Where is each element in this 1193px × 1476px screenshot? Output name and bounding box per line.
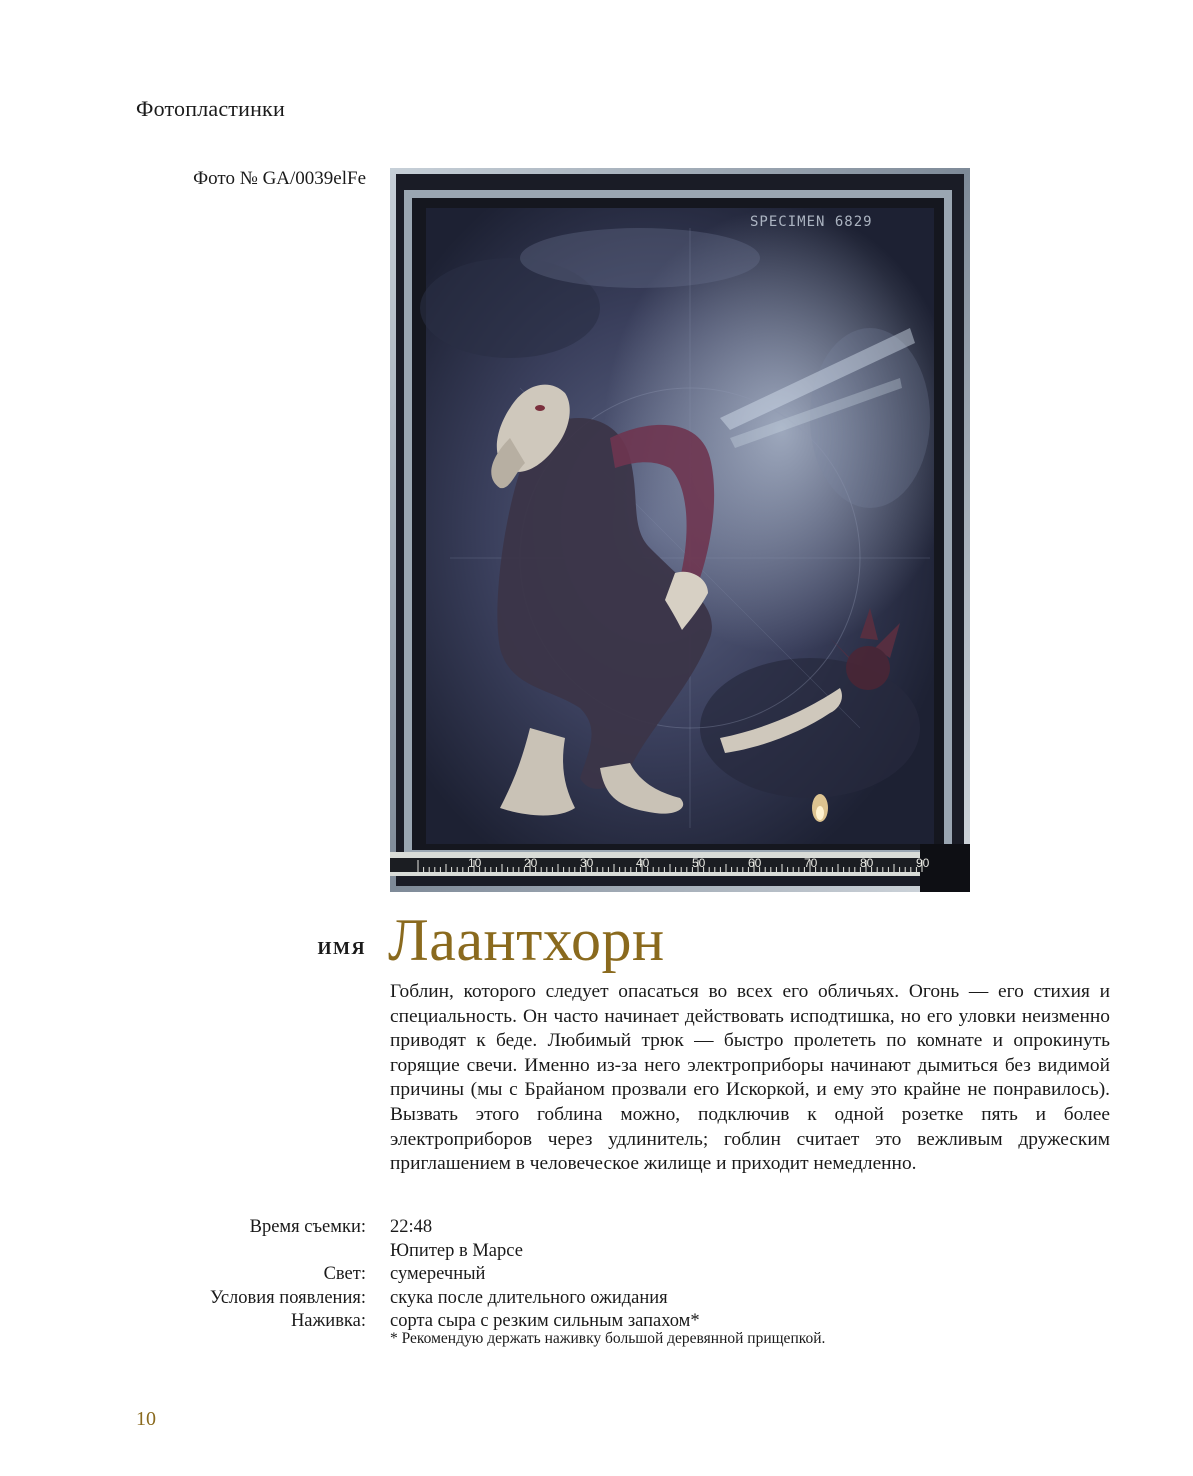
conditions-value: скука после длительного ожидания bbox=[390, 1287, 668, 1308]
page-number: 10 bbox=[136, 1408, 156, 1430]
ruler-number: 20 bbox=[524, 856, 538, 870]
creature-description: Гоблин, которого следует опасаться во всех его обличьях. Огонь — его стихия и специальность. Он часто начинает действовать исподтишка, но его уловки неизменно приводят к беде. Любимый трюк — быстро пролететь по комнате и опрокинуть горящие свечи. Именно из-за него электроприборы начинают дымиться без видимой причины (мы с Брайаном прозвали его Искоркой, и ему это крайне не понравилось). Вызвать этого гоблина можно, подключив к одной розетке пять и более электроприборов через удлинитель; гоблин считает это вежливым дружеским приглашением в человеческое жилище и приходит немедленно. bbox=[390, 981, 1110, 1175]
detail-row-light bbox=[120, 1263, 1120, 1287]
detail-row-conditions bbox=[120, 1287, 1120, 1311]
light-value: сумеречный bbox=[390, 1264, 486, 1285]
conditions-label: Условия появления: bbox=[209, 1287, 366, 1308]
specimen-photo bbox=[390, 168, 970, 892]
ruler-number: 40 bbox=[636, 856, 650, 870]
bait-value: сорта сыра с резким сильным запахом* bbox=[390, 1311, 700, 1332]
creature-name: Лаантхорн bbox=[388, 907, 665, 973]
bait-label: Наживка: bbox=[290, 1311, 366, 1332]
section-title: Фотопластинки bbox=[136, 96, 285, 121]
ruler-number: 30 bbox=[580, 856, 594, 870]
time-value: 22:48 bbox=[390, 1217, 433, 1237]
ruler-number: 90 bbox=[916, 856, 930, 870]
time-label: Время съемки: bbox=[249, 1217, 366, 1237]
astro-value: Юпитер в Марсе bbox=[390, 1240, 523, 1261]
detail-row-time bbox=[120, 1216, 1120, 1240]
astro-label-spacer bbox=[120, 1240, 366, 1264]
photo-id-label: Фото № GA/0039elFe bbox=[193, 168, 366, 189]
ruler-number: 60 bbox=[748, 856, 762, 870]
name-label: ИМЯ bbox=[317, 938, 366, 958]
ruler-number: 50 bbox=[692, 856, 706, 870]
light-label: Свет: bbox=[323, 1264, 366, 1285]
ruler-number: 80 bbox=[860, 856, 874, 870]
ruler-number: 10 bbox=[468, 856, 482, 870]
details-table bbox=[120, 1216, 1120, 1334]
footnote: * Рекомендую держать наживку большой деревянной прищепкой. bbox=[390, 1330, 826, 1347]
detail-row-astro bbox=[120, 1240, 1120, 1264]
specimen-stamp: SPECIMEN 6829 bbox=[750, 214, 873, 230]
specimen-photo-image bbox=[390, 168, 970, 892]
ruler-number: 70 bbox=[804, 856, 818, 870]
